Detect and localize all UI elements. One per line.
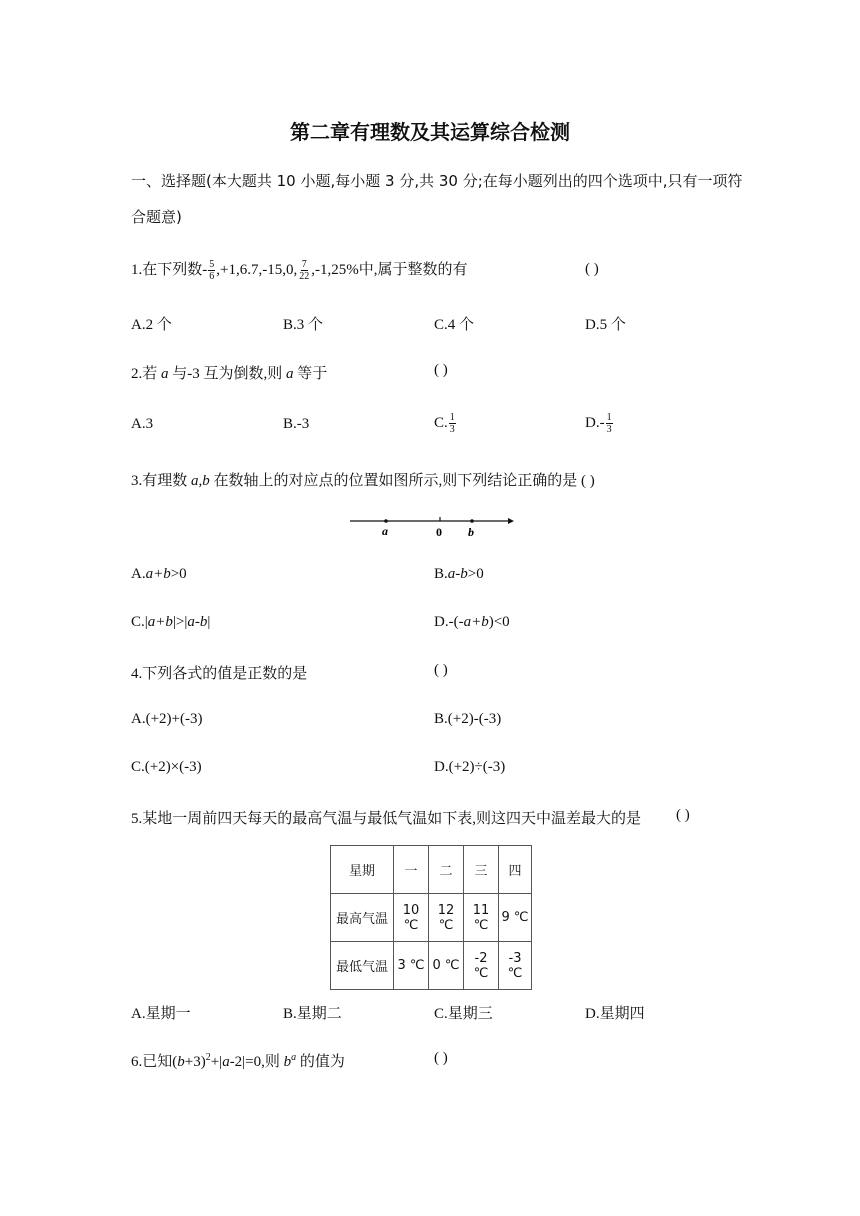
frac-num: 1 [606,412,612,423]
table-cell: 二 [429,846,464,894]
text: )<0 [488,614,510,630]
expr: a+b [147,614,173,630]
table-cell: 星期 [331,846,394,894]
question-6-stem [131,1050,345,1071]
table-cell: 0 ℃ [429,942,464,990]
expr: a+b [145,566,171,582]
table-cell: 9 ℃ [499,894,532,942]
text: D.-(- [434,614,464,630]
frac-num: 5 [209,259,215,271]
answer-paren[interactable]: ( ) [434,1050,448,1066]
answer-paren[interactable]: ( ) [434,662,448,678]
question-5-stem: 5.某地一周前四天每天的最高气温与最低气温如下表,则这四天中温差最大的是 [131,811,642,827]
table-row [331,894,532,942]
option-d[interactable]: D.5 个 [585,317,626,333]
expr: a-b [447,566,468,582]
text: |>| [172,614,188,630]
option-d[interactable]: D.(+2)÷(-3) [434,759,506,775]
option-d[interactable]: D.星期四 [585,1006,645,1022]
question-4-stem: 4.下列各式的值是正数的是 [131,666,308,682]
page-title: 第二章有理数及其运算综合检测 [290,120,570,144]
question-1-stem [131,258,467,282]
text: 在数轴上的对应点的位置如图所示,则下列结论正确的是 ( ) [209,473,595,489]
option-a[interactable]: A.3 [131,416,154,432]
table-cell: 10 ℃ [394,894,429,942]
label-b: b [468,525,474,539]
temperature-table [330,845,532,990]
var-b: b [283,1054,292,1070]
option-a[interactable]: A.星期一 [131,1006,191,1022]
exponent: 2 [205,1052,211,1063]
question-3-stem [131,469,595,490]
table-row [331,942,532,990]
option-b[interactable]: B.3 个 [283,317,324,333]
option-b[interactable]: B.-3 [283,416,310,432]
table-header-row [331,846,532,894]
table-cell: 四 [499,846,532,894]
expr: a-b [187,614,208,630]
text: 6.已知( [131,1054,178,1070]
table-cell: 最高气温 [331,894,394,942]
label-zero: 0 [436,525,442,539]
option-a[interactable]: A.2 个 [131,317,172,333]
number-line-figure [348,508,518,540]
frac-num: 1 [449,412,455,423]
text: 3.有理数 [131,473,192,489]
option-b[interactable] [434,566,484,583]
option-c[interactable] [131,614,210,631]
exponent-a: a [291,1052,297,1063]
text: D.- [585,414,605,431]
fraction-7-22 [298,259,310,282]
section-heading-line2: 合题意) [131,208,182,226]
text: >0 [467,566,484,582]
text: 与-3 互为倒数,则 [168,366,287,382]
text: C. [434,414,448,431]
text: -2|=0,则 [229,1054,284,1070]
expr: a+b [463,614,489,630]
frac-den: 22 [299,271,310,283]
text: 的值为 [296,1054,345,1070]
text: | [207,614,211,630]
q1-suffix: ,-1,25%中,属于整数的有 [311,262,468,278]
answer-paren[interactable]: ( ) [585,261,599,277]
table-cell: 12 ℃ [429,894,464,942]
table-cell: 一 [394,846,429,894]
option-c[interactable]: C.4 个 [434,317,475,333]
text: 2.若 [131,366,162,382]
option-b[interactable]: B.星期二 [283,1006,342,1022]
text: 等于 [293,366,328,382]
option-c[interactable] [434,412,457,435]
answer-paren[interactable]: ( ) [676,807,690,823]
text: +| [210,1054,223,1070]
question-2-stem [131,362,327,383]
option-c[interactable]: C.星期三 [434,1006,493,1022]
var-a: a [286,366,294,382]
section-heading-line1: 一、选择题(本大题共 10 小题,每小题 3 分,共 30 分;在每小题列出的四个选项中,只有一项符 [131,172,743,190]
text: >0 [170,566,187,582]
frac-den: 6 [209,271,215,283]
var-b: b [177,1054,185,1070]
table-cell: 最低气温 [331,942,394,990]
answer-paren[interactable]: ( ) [434,362,448,378]
text: B. [434,566,448,582]
fraction-5-6 [208,259,215,282]
vars-ab: a,b [191,473,210,489]
option-b[interactable]: B.(+2)-(-3) [434,711,502,727]
text: A. [131,566,146,582]
table-cell: -2 ℃ [464,942,499,990]
label-a: a [382,524,388,538]
q1-prefix: 1.在下列数- [131,262,208,278]
table-cell: -3 ℃ [499,942,532,990]
table-cell: 三 [464,846,499,894]
var-a: a [161,366,169,382]
text: C.| [131,614,148,630]
option-d[interactable] [434,614,510,631]
q1-mid: ,+1,6.7,-15,0, [216,262,298,278]
frac-den: 3 [449,424,455,435]
fraction-1-3 [449,412,456,435]
point-a [384,519,388,523]
table-cell: 11 ℃ [464,894,499,942]
frac-den: 3 [606,424,612,435]
option-c[interactable]: C.(+2)×(-3) [131,759,202,775]
var-a: a [222,1054,230,1070]
fraction-1-3 [606,412,613,435]
option-d[interactable] [585,412,614,435]
text: +3) [184,1054,206,1070]
frac-num: 7 [301,259,307,271]
option-a[interactable]: A.(+2)+(-3) [131,711,203,727]
point-b [470,519,474,523]
table-cell: 3 ℃ [394,942,429,990]
arrow-head-icon [508,518,514,524]
option-a[interactable] [131,566,187,583]
